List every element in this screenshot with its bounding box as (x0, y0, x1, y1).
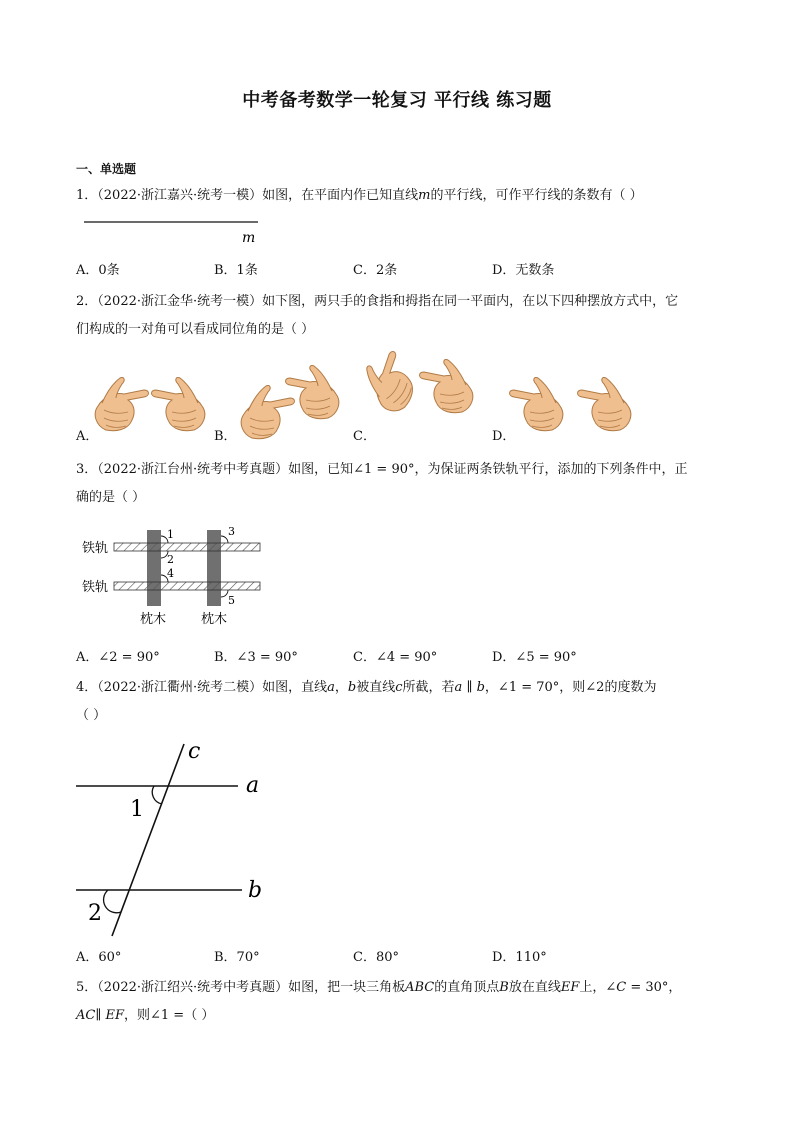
q3-option-c[interactable]: C．∠4 = 90° (353, 650, 438, 665)
angle-label-1: 1 (130, 797, 144, 822)
label-c: c (188, 739, 201, 764)
q3-option-d[interactable]: D．∠5 = 90° (492, 650, 577, 665)
question-5-line-1: 5．（2022·浙江绍兴·统考中考真题）如图，把一块三角板ABC的直角顶点B放在直线EF上，∠C = 30°， (76, 980, 682, 995)
q2-option-a[interactable]: A． (76, 429, 99, 444)
question-3-line-1: 3．（2022·浙江台州·统考中考真题）如图，已知∠1 = 90°，为保证两条铁轨平行，添加的下列条件中，正 (76, 462, 688, 477)
question-3-line-2: 确的是（ ） (76, 490, 146, 505)
q2-option-d[interactable]: D． (492, 429, 516, 444)
q1-option-a[interactable]: A．0条 (76, 263, 120, 278)
sleeper-right-bar (207, 530, 221, 606)
angle-label-1: 1 (167, 528, 174, 541)
angle-label-3: 3 (228, 525, 235, 538)
q4-option-d[interactable]: D．110° (492, 950, 547, 965)
angle-label-2: 2 (88, 901, 102, 926)
hand-pair-b (241, 365, 339, 438)
q2-option-b[interactable]: B． (214, 429, 237, 444)
q3-option-a[interactable]: A．∠2 = 90° (76, 650, 160, 665)
sleeper-left-label: 枕木 (140, 612, 167, 627)
label-b: b (248, 878, 263, 903)
question-1-text: 1．（2022·浙江嘉兴·统考一模）如图，在平面内作已知直线m的平行线，可作平行线的条数有（ ） (76, 188, 643, 203)
hand-pair-c (354, 344, 473, 417)
sleeper-right-label: 枕木 (201, 612, 228, 627)
rail-bottom-bar (114, 582, 260, 590)
q2-figures (0, 350, 794, 442)
hand-pair-a (95, 377, 205, 430)
section-heading: 一、单选题 (76, 162, 137, 176)
q4-option-b[interactable]: B．70° (214, 950, 260, 965)
q2-option-c[interactable]: C． (353, 429, 376, 444)
label-m: m (242, 230, 256, 246)
question-4-line-2: （ ） (76, 708, 107, 723)
rail-top-label: 铁轨 (82, 541, 109, 556)
q1-figure (76, 214, 276, 248)
angle-label-5: 5 (228, 594, 235, 607)
q4-option-c[interactable]: C．80° (353, 950, 399, 965)
hand-pair-d (510, 377, 631, 430)
question-4-line-1: 4．（2022·浙江衢州·统考二模）如图，直线a，b被直线c所截，若a ∥ b，∠1 = 70°，则∠2的度数为 (76, 680, 657, 695)
rail-top-bar (114, 543, 260, 551)
rail-bottom-label: 铁轨 (82, 580, 109, 595)
question-2-line-2: 们构成的一对角可以看成同位角的是（ ） (76, 322, 315, 337)
angle-label-2: 2 (167, 553, 174, 566)
q3-figure (76, 522, 276, 634)
angle-label-4: 4 (167, 567, 174, 580)
sleeper-left-bar (147, 530, 161, 606)
q3-option-b[interactable]: B．∠3 = 90° (214, 650, 298, 665)
label-a: a (246, 773, 260, 798)
q4-figure (76, 736, 276, 940)
question-2-line-1: 2．（2022·浙江金华·统考一模）如下图，两只手的食指和拇指在同一平面内，在以下四种摆放方式中，它 (76, 294, 679, 309)
line-c (112, 744, 184, 936)
page-title: 中考备考数学一轮复习 平行线 练习题 (242, 90, 552, 111)
q1-option-d[interactable]: D．无数条 (492, 263, 555, 278)
q1-option-b[interactable]: B．1条 (214, 263, 258, 278)
question-5-line-2: AC∥ EF，则∠1 =（ ） (76, 1008, 215, 1023)
q4-option-a[interactable]: A．60° (76, 950, 122, 965)
q1-option-c[interactable]: C．2条 (353, 263, 398, 278)
